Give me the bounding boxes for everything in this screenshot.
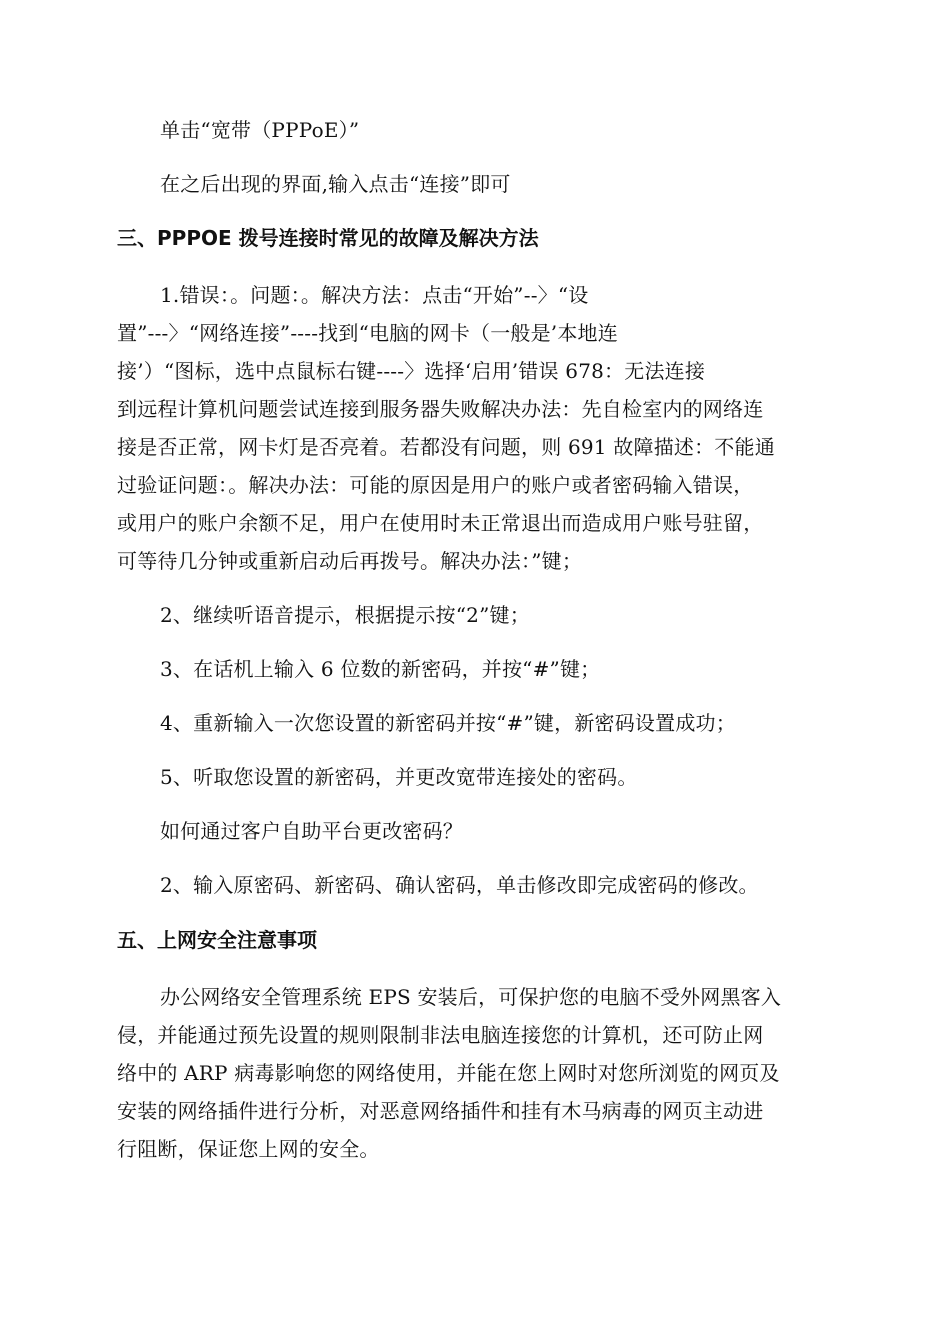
error-paragraph-line: 置”---〉“网络连接”----找到“电脑的网卡（一般是’本地连	[117, 321, 618, 345]
error-paragraph-line: 可等待几分钟或重新启动后再拨号。解决办法：”键；	[117, 549, 583, 573]
step-2-listen-prompt: 2、继续听语音提示，根据提示按“2”键；	[160, 603, 530, 627]
error-paragraph-line: 过验证问题：。解决办法：可能的原因是用户的账户或者密码输入错误，	[117, 473, 754, 497]
step-5-change-broadband-password: 5、听取您设置的新密码，并更改宽带连接处的密码。	[160, 765, 638, 789]
error-paragraph-line: 1.错误：。问题：。解决方法：点击“开始”--〉“设	[160, 283, 589, 307]
section-heading-5: 五、上网安全注意事项	[117, 928, 317, 952]
error-paragraph-line: 到远程计算机问题尝试连接到服务器失败解决办法：先自检室内的网络连	[117, 397, 764, 421]
error-paragraph-line: 接’）“图标，选中点鼠标右键----〉选择‘启用’错误 678：无法连接	[117, 359, 706, 383]
security-paragraph-line: 安装的网络插件进行分析，对恶意网络插件和挂有木马病毒的网页主动进	[117, 1099, 764, 1123]
error-paragraph-line: 或用户的账户余额不足，用户在使用时未正常退出而造成用户账号驻留，	[117, 511, 764, 535]
step-2-enter-passwords: 2、输入原密码、新密码、确认密码，单击修改即完成密码的修改。	[160, 873, 759, 897]
security-paragraph-line: 行阻断，保证您上网的安全。	[117, 1137, 380, 1161]
paragraph-click-broadband: 单击“宽带（PPPoE）”	[160, 118, 360, 142]
security-paragraph-line: 络中的 ARP 病毒影响您的网络使用，并能在您上网时对您所浏览的网页及	[117, 1061, 780, 1085]
question-self-service: 如何通过客户自助平台更改密码？	[160, 819, 463, 843]
step-3-enter-new-password: 3、在话机上输入 6 位数的新密码，并按“#”键；	[160, 657, 601, 681]
step-4-confirm-new-password: 4、重新输入一次您设置的新密码并按“#”键，新密码设置成功；	[160, 711, 736, 735]
paragraph-after-interface: 在之后出现的界面,输入点击“连接”即可	[160, 172, 511, 196]
security-paragraph-line: 侵，并能通过预先设置的规则限制非法电脑连接您的计算机，还可防止网	[117, 1023, 764, 1047]
error-paragraph-line: 接是否正常，网卡灯是否亮着。若都没有问题，则 691 故障描述：不能通	[117, 435, 775, 459]
security-paragraph-line: 办公网络安全管理系统 EPS 安装后，可保护您的电脑不受外网黑客入	[160, 985, 782, 1009]
section-heading-3: 三、PPPOE 拨号连接时常见的故障及解决方法	[117, 226, 539, 250]
